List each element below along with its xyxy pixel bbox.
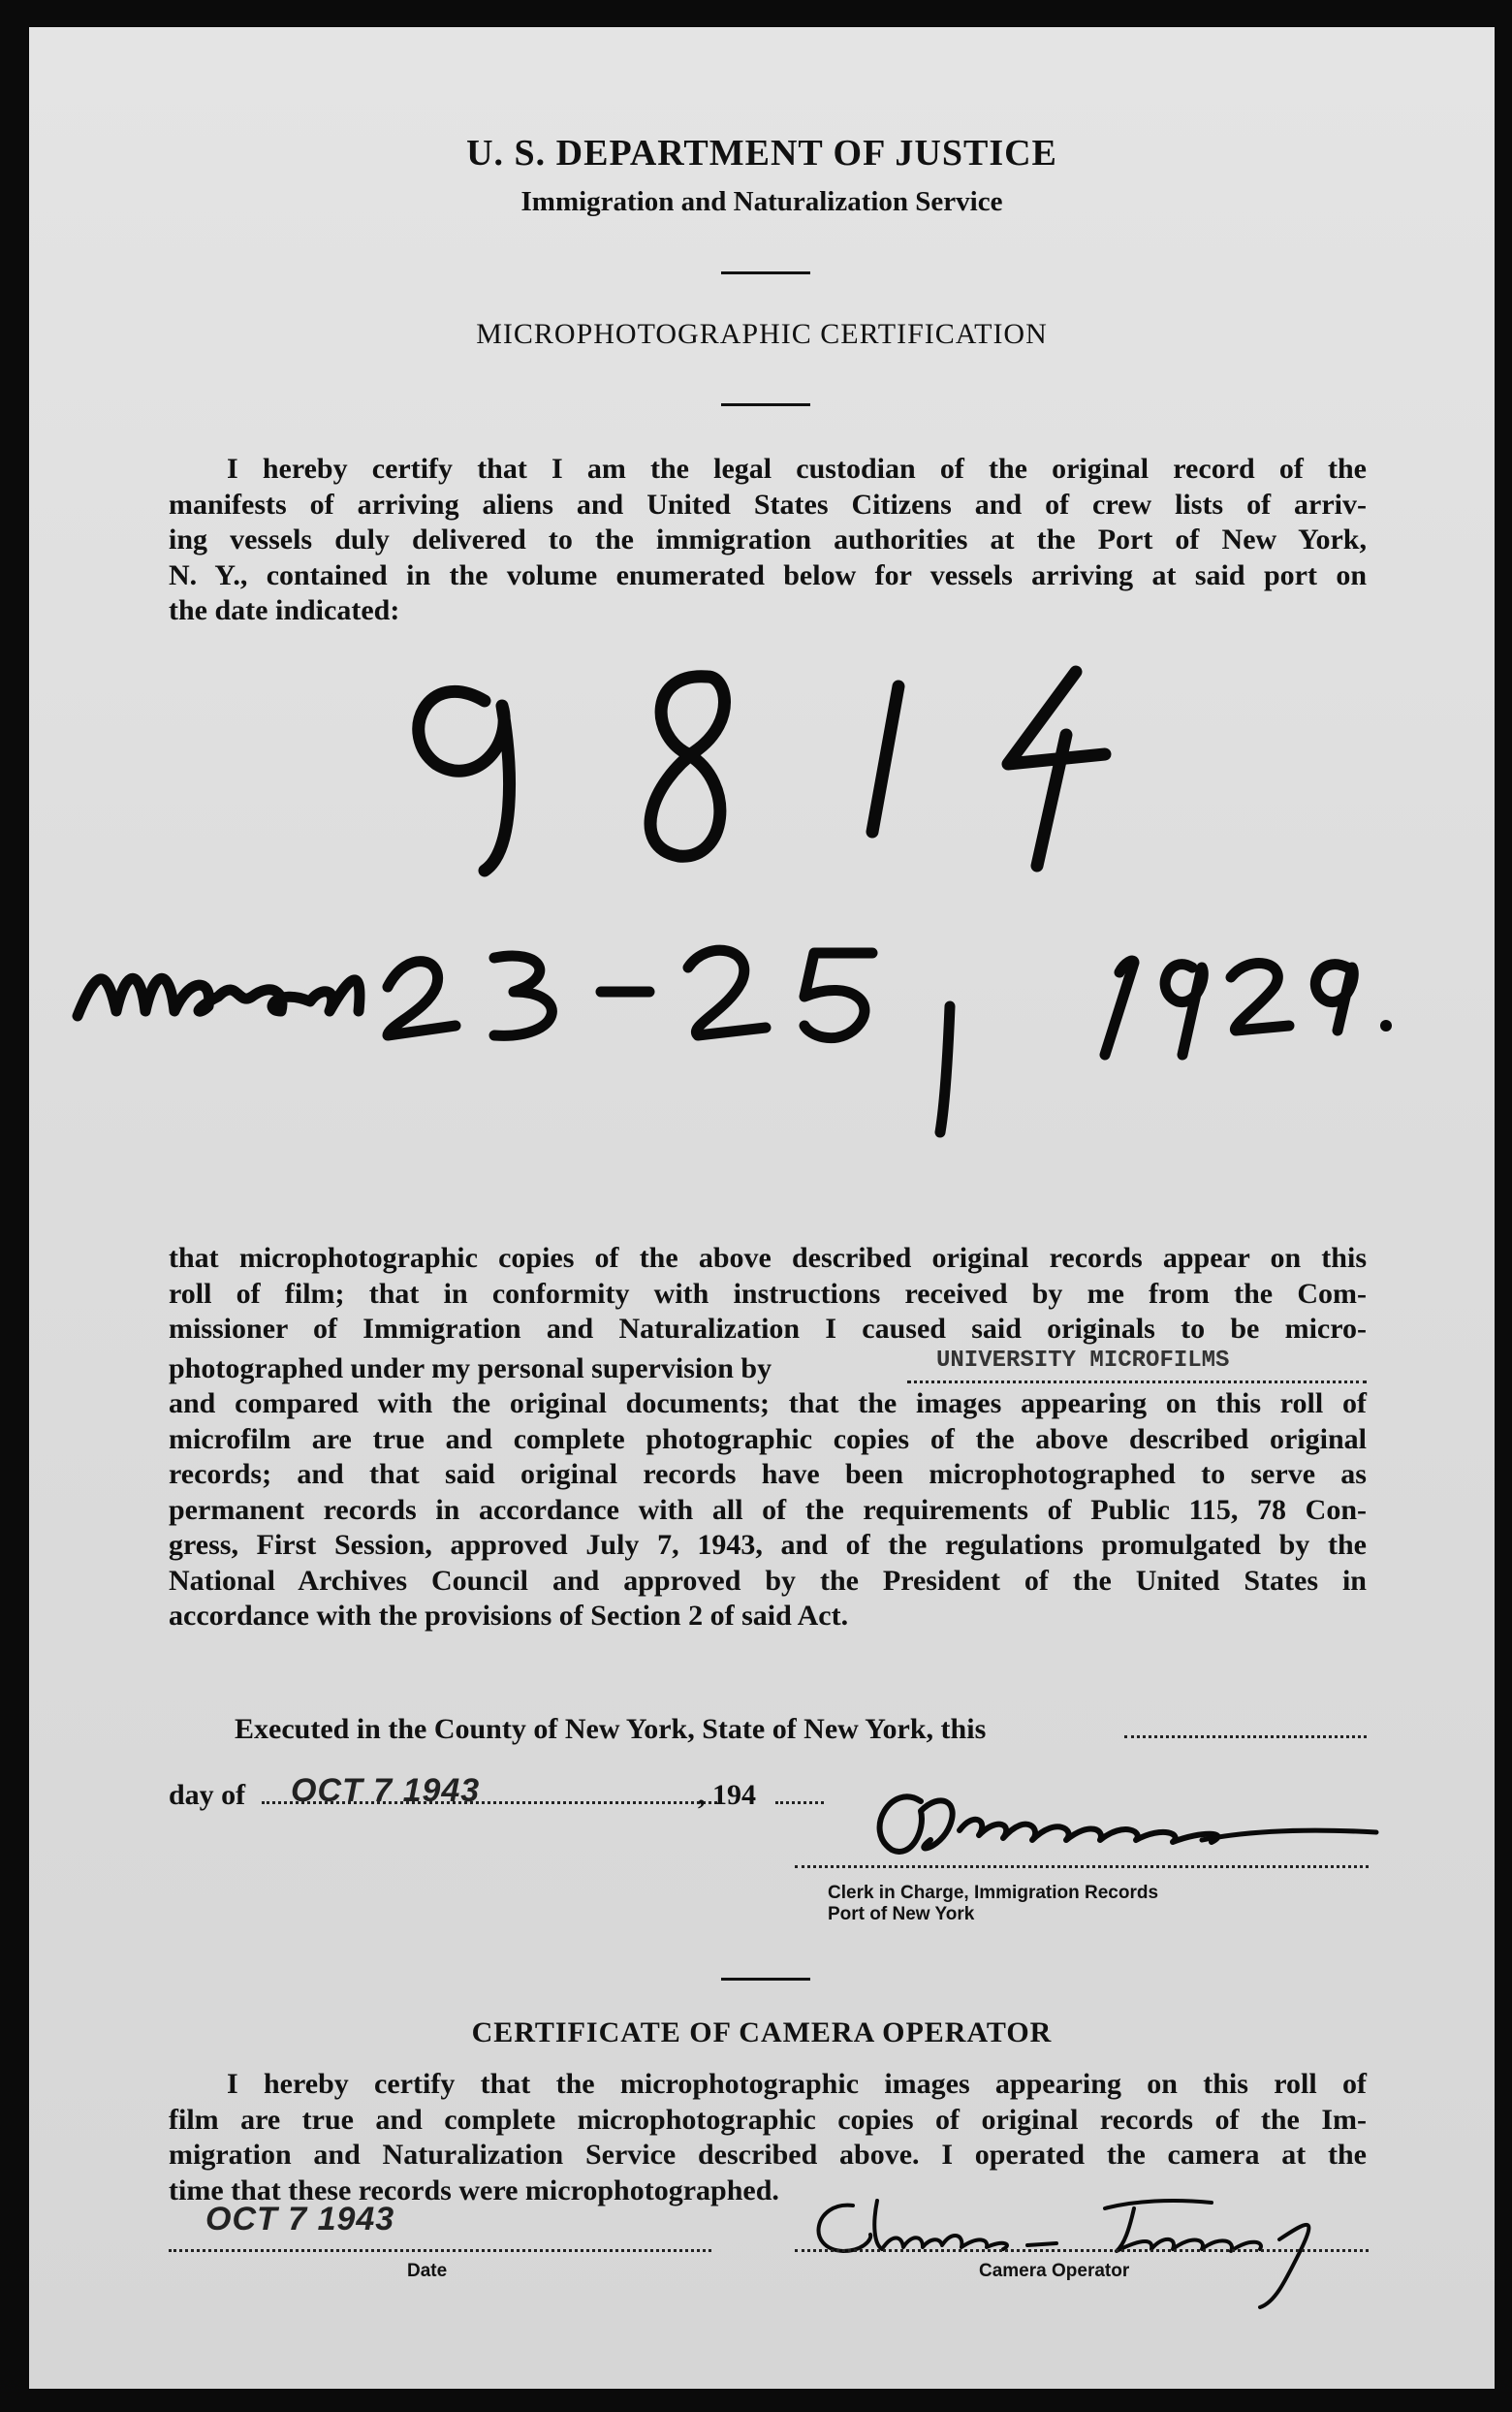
- body-line: missioner of Immigration and Naturalization I caused said originals to be micro-: [169, 1313, 1367, 1345]
- operator-date-line: [169, 2249, 711, 2252]
- body-line: National Archives Council and approved by the President of the United States in: [169, 1564, 1367, 1597]
- operator-date-stamp: OCT 7 1943: [205, 2201, 395, 2237]
- day-field: [1124, 1735, 1367, 1738]
- operator-date-label: Date: [407, 2261, 448, 2281]
- operator-line: time that these records were microphotographed.: [169, 2174, 779, 2206]
- body-line: permanent records in accordance with all of the requirements of Public 115, 78 Con-: [169, 1493, 1367, 1526]
- body-line-supervision: [169, 1347, 1367, 1387]
- handwritten-entry: [29, 628, 1495, 1171]
- handwritten-volume-number: [419, 672, 1105, 871]
- certification-body: [169, 1241, 1367, 1634]
- operator-line: film are true and complete microphotographic copies of original records of the Im-: [169, 2103, 1367, 2136]
- handwritten-period: [1380, 1020, 1392, 1031]
- clerk-title: Clerk in Charge, Immigration Records: [828, 1883, 1159, 1903]
- year-label: , 194: [698, 1779, 756, 1811]
- divider-rule: [721, 403, 810, 406]
- intro-line: I hereby certify that I am the legal custodian of the original record of the: [227, 453, 1367, 485]
- clerk-signature-line: [795, 1865, 1369, 1868]
- divider-rule: [721, 1978, 810, 1981]
- body-line: microfilm are true and complete photographic copies of the above described original: [169, 1422, 1367, 1455]
- day-of-label: day of: [169, 1779, 246, 1811]
- year-field: [775, 1801, 824, 1804]
- operator-signature-line: [795, 2249, 1369, 2252]
- date-stamp: OCT 7 1943: [291, 1772, 481, 1809]
- body-line: records; and that said original records have been microphotographed to serve as: [169, 1458, 1367, 1490]
- intro-line: manifests of arriving aliens and United States Citizens and of crew lists of arriv-: [169, 488, 1367, 521]
- certification-intro: [169, 452, 1367, 629]
- executed-line: [235, 1712, 986, 1748]
- certification-title: MICROPHOTOGRAPHIC CERTIFICATION: [476, 318, 1048, 350]
- clerk-signature: [834, 1772, 1396, 1879]
- intro-line: ing vessels duly delivered to the immigration authorities at the Port of New York,: [169, 524, 1367, 555]
- intro-line: the date indicated:: [169, 594, 400, 626]
- body-line: that microphotographic copies of the above described original records appear on this: [169, 1242, 1367, 1274]
- body-line: accordance with the provisions of Section 2 of said Act.: [169, 1600, 849, 1632]
- handwritten-dates: [78, 950, 1353, 1132]
- body-line: roll of film; that in conformity with instructions received by me from the Com-: [169, 1277, 1367, 1310]
- body-line: photographed under my personal supervision by: [169, 1351, 772, 1384]
- operator-line: migration and Naturalization Service described above. I operated the camera at the: [169, 2139, 1367, 2171]
- clerk-port: Port of New York: [828, 1904, 975, 1924]
- divider-rule: [721, 271, 810, 274]
- operator-certificate-title: CERTIFICATE OF CAMERA OPERATOR: [471, 2016, 1053, 2048]
- intro-line: N. Y., contained in the volume enumerated below for vessels arriving at said port on: [169, 558, 1367, 591]
- operator-line: I hereby certify that the microphotographic images appearing on this roll of: [227, 2068, 1367, 2100]
- operator-label: Camera Operator: [979, 2261, 1130, 2281]
- body-line: and compared with the original documents; that the images appearing on this roll of: [169, 1387, 1367, 1419]
- service-subheading: Immigration and Naturalization Service: [520, 186, 1003, 217]
- body-line: gress, First Session, approved July 7, 1943, and of the regulations promulgated by the: [169, 1529, 1367, 1561]
- certificate-page: [29, 27, 1495, 2389]
- agency-heading: U. S. DEPARTMENT OF JUSTICE: [466, 133, 1057, 174]
- microfilmer-name: UNIVERSITY MICROFILMS: [936, 1347, 1230, 1374]
- executed-text: Executed in the County of New York, State of New York, this: [235, 1713, 987, 1745]
- microfilmer-field: [907, 1347, 1367, 1383]
